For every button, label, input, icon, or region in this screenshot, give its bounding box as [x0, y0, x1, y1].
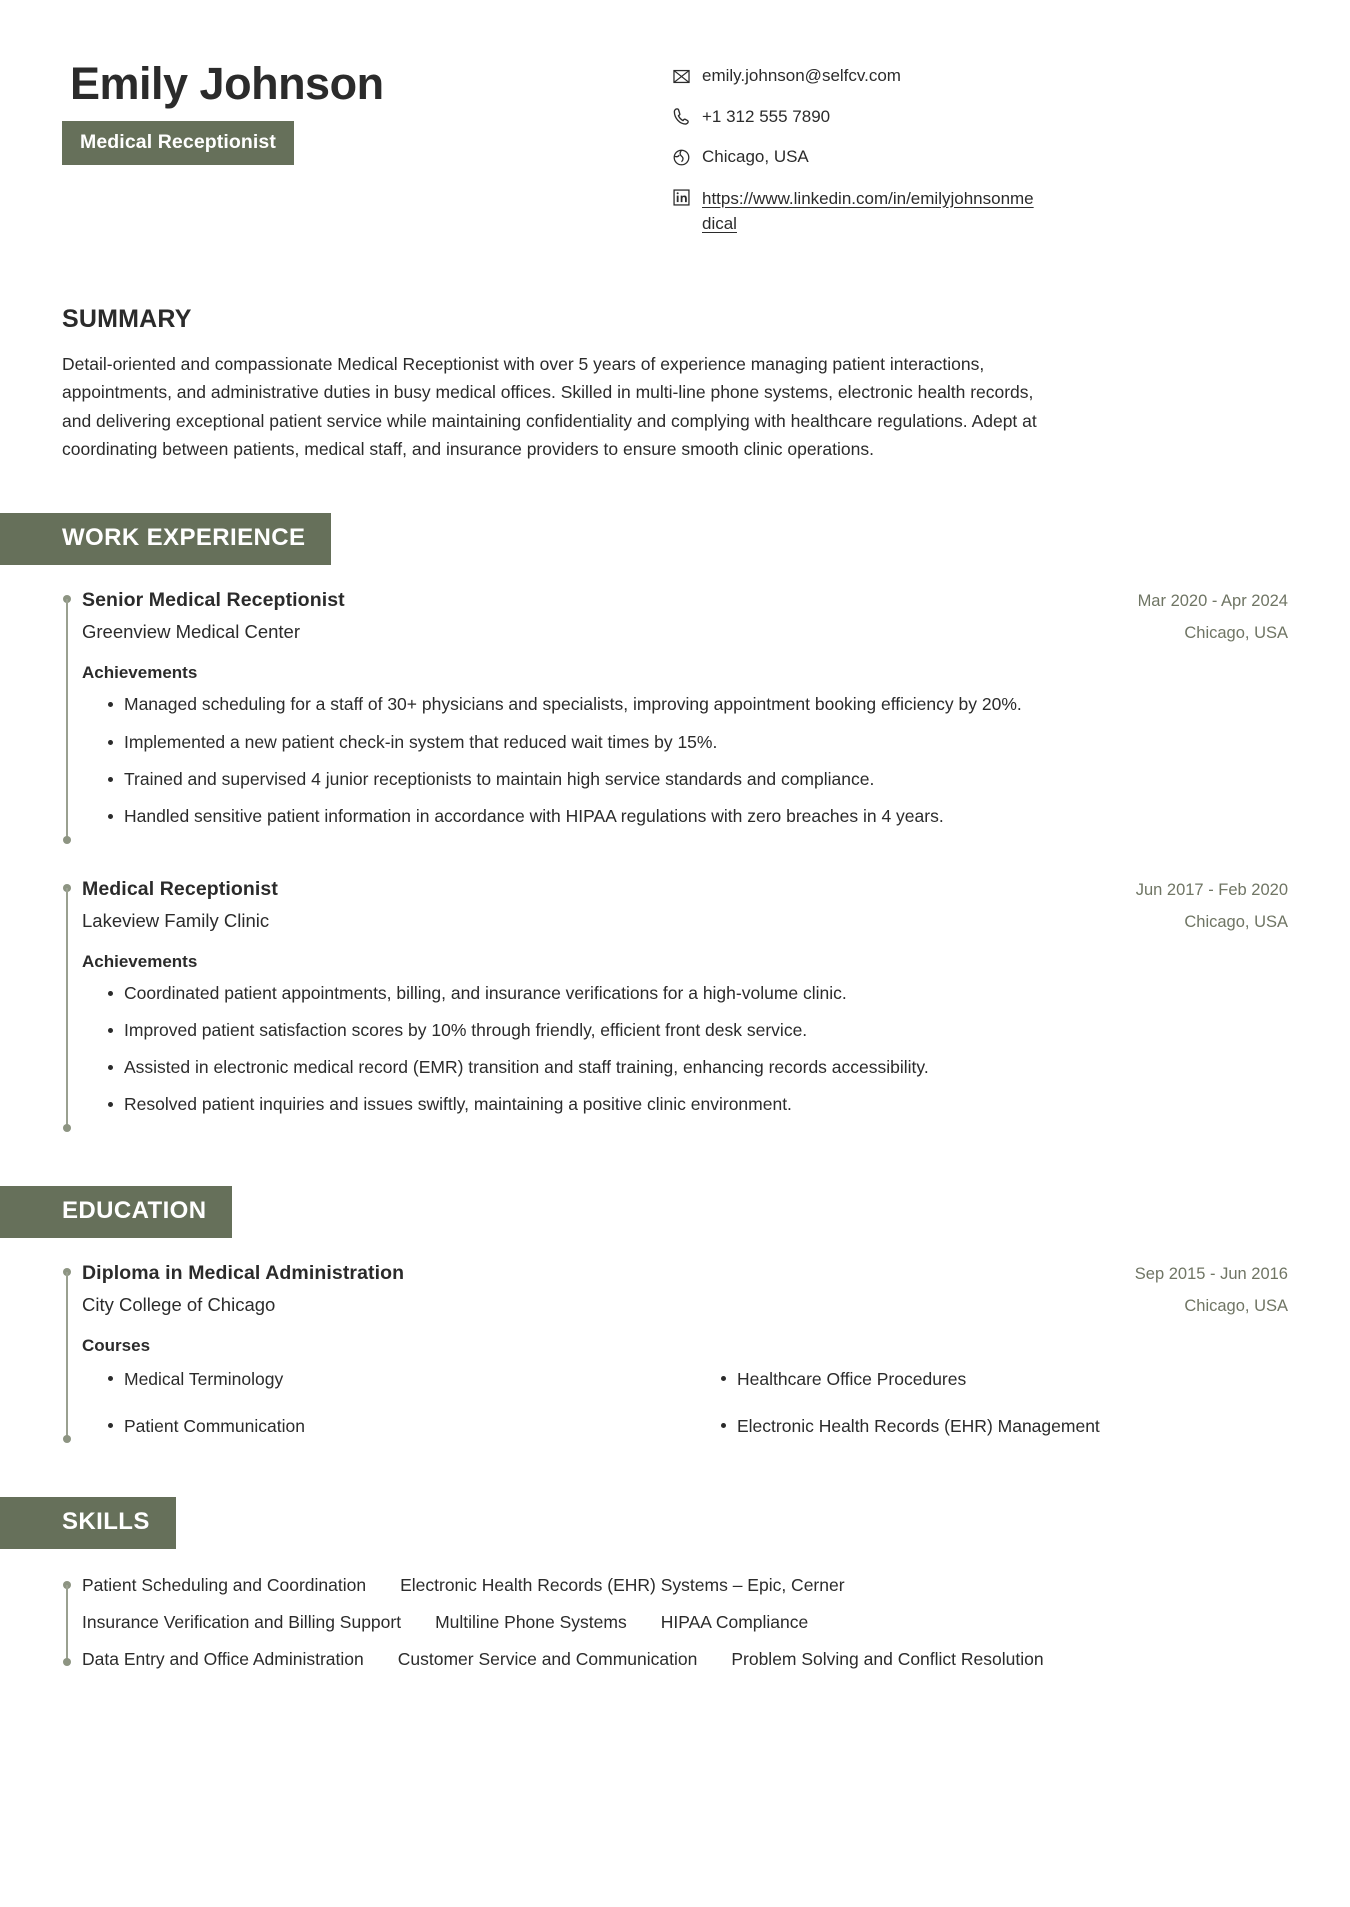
work-entry: [62, 589, 1288, 848]
timeline-line: [66, 1272, 68, 1439]
contact-value: [702, 186, 1288, 237]
linkedin-link[interactable]: https://www.linkedin.com/in/emilyjohnsonmedical: [702, 188, 1034, 234]
achievements-label: Achievements: [82, 951, 198, 971]
list-item: Managed scheduling for a staff of 30+ physicians and specialists, improving appointment booking efficiency by 20%.: [82, 691, 1192, 718]
timeline-rail: [62, 1268, 71, 1443]
course-item: Healthcare Office Procedures: [695, 1366, 1288, 1392]
education-entries: [0, 1262, 1350, 1447]
summary-section: [0, 305, 1350, 463]
timeline-dot-bottom: [63, 1124, 71, 1132]
contact-row: [672, 105, 1288, 130]
list-item: Handled sensitive patient information in accordance with HIPAA regulations with zero breaches in 4 years.: [82, 803, 1192, 830]
skill-item: Patient Scheduling and Coordination: [82, 1574, 367, 1595]
skill-item: HIPAA Compliance: [660, 1611, 809, 1632]
courses-label: Courses: [82, 1336, 151, 1356]
work-entry-organization: Greenview Medical Center: [82, 621, 300, 643]
timeline-line: [66, 1585, 68, 1662]
timeline-dot-bottom: [63, 1435, 71, 1443]
skill-item: Insurance Verification and Billing Support: [82, 1611, 402, 1632]
skill-item: Data Entry and Office Administration: [82, 1648, 364, 1669]
phone-icon: [672, 106, 702, 128]
timeline-line: [66, 599, 68, 840]
skills-inner: [62, 1575, 1288, 1670]
timeline-rail: [62, 884, 71, 1133]
skill-item: Customer Service and Communication: [397, 1648, 698, 1669]
list-item: Assisted in electronic medical record (EMR) transition and staff training, enhancing records accessibility.: [82, 1054, 1192, 1081]
skill-item: Electronic Health Records (EHR) Systems – Epic, Cerner: [400, 1574, 845, 1595]
timeline-rail: [62, 595, 71, 844]
education-dates: Sep 2015 - Jun 2016: [1134, 1265, 1288, 1284]
work-entry-head: [82, 878, 1288, 901]
list-item: Trained and supervised 4 junior receptionists to maintain high service standards and compliance.: [82, 766, 1192, 793]
timeline-dot-bottom: [63, 1658, 71, 1666]
work-entry-location: Chicago, USA: [1184, 624, 1288, 643]
work-entry-role: Medical Receptionist: [82, 877, 278, 900]
course-item: Medical Terminology: [82, 1366, 675, 1392]
achievements-list: [82, 980, 1288, 1119]
skills-section: [0, 1575, 1350, 1670]
skill-item: Multiline Phone Systems: [435, 1611, 627, 1632]
work-heading-wrap: [0, 513, 1350, 565]
skill-row: [82, 1612, 1288, 1633]
achievements-list: [82, 691, 1288, 830]
page-title: Emily Johnson: [70, 58, 384, 109]
work-entry: [62, 878, 1288, 1137]
contact-list: [602, 52, 1288, 253]
education-heading-wrap: [0, 1186, 1350, 1238]
education-entry-sub: [82, 1294, 1288, 1316]
contact-value: +1 312 555 7890: [702, 106, 831, 126]
work-entry-role: Senior Medical Receptionist: [82, 589, 345, 612]
envelope-icon: [672, 65, 702, 87]
work-entries: [0, 589, 1350, 1136]
contact-row: [672, 145, 1288, 170]
list-item: Implemented a new patient check-in system that reduced wait times by 15%.: [82, 729, 1192, 756]
job-title-badge: Medical Receptionist: [62, 121, 294, 165]
education-entry-head: [82, 1262, 1288, 1285]
work-entry-sub: [82, 910, 1288, 932]
education-school: City College of Chicago: [82, 1294, 276, 1316]
work-entry-sub: [82, 621, 1288, 643]
contact-row[interactable]: [672, 186, 1288, 237]
courses-grid: [82, 1366, 1288, 1439]
contact-row: [672, 64, 1288, 89]
list-item: Improved patient satisfaction scores by 10% through friendly, efficient front desk service.: [82, 1017, 1192, 1044]
skill-row: [82, 1575, 1288, 1596]
work-entry-location: Chicago, USA: [1184, 912, 1288, 931]
education-location: Chicago, USA: [1184, 1297, 1288, 1316]
timeline-rail: [62, 1581, 71, 1666]
timeline-dot-bottom: [63, 836, 71, 844]
achievements-label: Achievements: [82, 663, 198, 683]
contact-value: Chicago, USA: [702, 147, 809, 167]
timeline-line: [66, 888, 68, 1129]
work-entry-dates: Jun 2017 - Feb 2020: [1135, 880, 1288, 899]
education-heading: EDUCATION: [0, 1186, 232, 1238]
skills-heading: SKILLS: [0, 1497, 176, 1549]
work-entry-dates: Mar 2020 - Apr 2024: [1137, 592, 1288, 611]
globe-icon: [672, 146, 702, 168]
work-entry-organization: Lakeview Family Clinic: [82, 909, 270, 931]
work-entry-head: [82, 589, 1288, 612]
summary-text: Detail-oriented and compassionate Medical Receptionist with over 5 years of experience managing patient interactions, appointments, and administrative duties in busy medical offices. Skilled in multi-line phone systems, electronic health records, and delivering exceptional patient service while maintaining confidentiality and complying with healthcare regulations. Adept at coordinating between patients, medical staff, and insurance providers to ensure smooth clinic operations.: [62, 354, 1037, 460]
education-degree: Diploma in Medical Administration: [82, 1262, 405, 1285]
skill-row: [82, 1649, 1288, 1670]
contact-value: emily.johnson@selfcv.com: [702, 66, 901, 85]
header-identity: [62, 52, 602, 165]
work-experience-heading: WORK EXPERIENCE: [0, 513, 331, 565]
linkedin-icon: [672, 187, 702, 209]
course-item: Electronic Health Records (EHR) Management: [695, 1413, 1288, 1439]
resume-header: [0, 0, 1350, 253]
skills-heading-wrap: [0, 1497, 1350, 1549]
skill-item: Problem Solving and Conflict Resolution: [731, 1648, 1044, 1669]
list-item: Coordinated patient appointments, billing, and insurance verifications for a high-volume clinic.: [82, 980, 1192, 1007]
course-item: Patient Communication: [82, 1413, 675, 1439]
list-item: Resolved patient inquiries and issues swiftly, maintaining a positive clinic environment.: [82, 1091, 1192, 1118]
summary-heading: SUMMARY: [62, 305, 192, 334]
education-entry: [62, 1262, 1288, 1447]
